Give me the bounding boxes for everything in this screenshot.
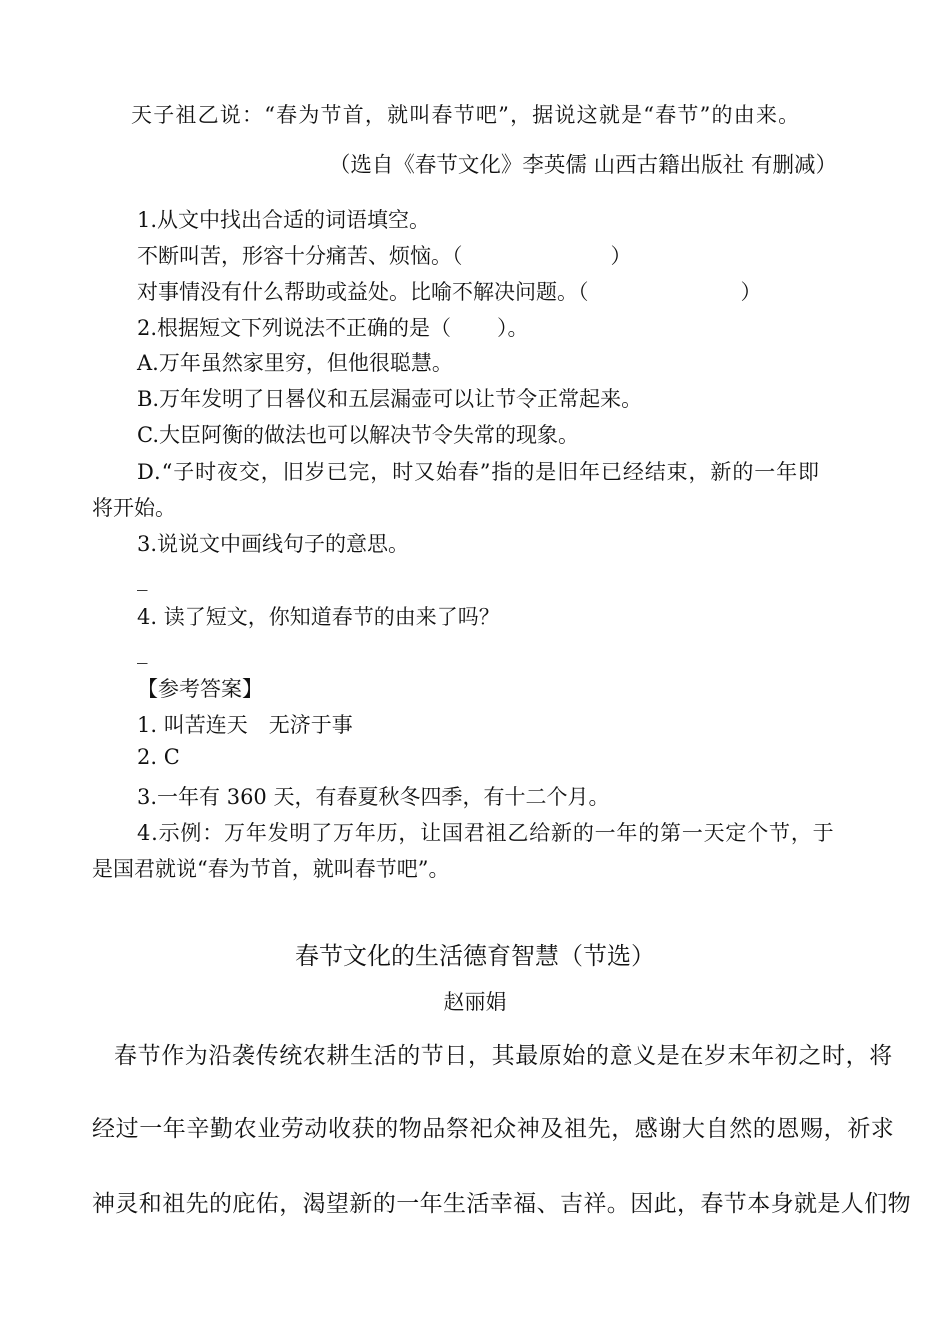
question-1-item-b-text: 对事情没有什么帮助或益处。比喻不解决问题。（ bbox=[137, 280, 589, 304]
question-3-answer-line[interactable]: _ bbox=[137, 567, 148, 591]
article-author: 赵丽娟 bbox=[443, 990, 507, 1014]
question-4-answer-line[interactable]: _ bbox=[137, 640, 148, 664]
question-2-option-d: D.“子时夜交，旧岁已完，时又始春”指的是旧年已经结束，新的一年即 bbox=[137, 460, 820, 484]
question-2-option-d-continued: 将开始。 bbox=[92, 496, 176, 520]
passage-source: （选自《春节文化》李英儒 山西古籍出版社 有删减） bbox=[328, 153, 837, 178]
question-1-item-a-text: 不断叫苦，形容十分痛苦、烦恼。（ bbox=[137, 244, 463, 268]
question-2-option-b: B.万年发明了日晷仪和五层漏壶可以让节令正常起来。 bbox=[137, 387, 643, 411]
question-1-item-a bbox=[137, 240, 632, 270]
article-paragraph-line-1: 春节作为沿袭传统农耕生活的节日，其最原始的意义是在岁末年初之时，将 bbox=[114, 1043, 893, 1069]
article-paragraph-line-2: 经过一年辛勤农业劳动收获的物品祭祀众神及祖先，感谢大自然的恩赐，祈求 bbox=[92, 1116, 895, 1142]
passage-closing-line: 天子祖乙说：“春为节首，就叫春节吧”，据说这就是“春节”的由来。 bbox=[131, 103, 801, 127]
answer-1: 1. 叫苦连天 无济于事 bbox=[137, 713, 353, 737]
question-1-item-b-close: ） bbox=[740, 280, 762, 304]
question-2-prompt-start: 2.根据短文下列说法不正确的是（ bbox=[137, 316, 452, 340]
article-title: 春节文化的生活德育智慧（节选） bbox=[295, 942, 655, 970]
question-1-item-b bbox=[137, 276, 762, 306]
question-2-option-a: A.万年虽然家里穷，但他很聪慧。 bbox=[137, 351, 453, 375]
question-4-prompt: 4. 读了短文，你知道春节的由来了吗？ bbox=[137, 605, 500, 629]
article-paragraph-line-3: 神灵和祖先的庇佑，渴望新的一年生活幸福、吉祥。因此，春节本身就是人们物 bbox=[92, 1191, 911, 1217]
answer-3: 3.一年有 360 天，有春夏秋冬四季，有十二个月。 bbox=[137, 785, 610, 809]
question-2-prompt bbox=[137, 312, 529, 342]
question-3-prompt: 3.说说文中画线句子的意思。 bbox=[137, 532, 410, 556]
question-1-item-a-close: ） bbox=[610, 244, 632, 268]
question-2-prompt-end: ）。 bbox=[497, 316, 529, 340]
answer-key-heading: 【参考答案】 bbox=[137, 677, 263, 701]
question-2-option-c: C.大臣阿衡的做法也可以解决节令失常的现象。 bbox=[137, 423, 579, 447]
answer-4: 4.示例：万年发明了万年历，让国君祖乙给新的一年的第一天定个节，于 bbox=[137, 821, 835, 845]
answer-2: 2. C bbox=[137, 745, 180, 769]
question-1-prompt: 1.从文中找出合适的词语填空。 bbox=[137, 208, 431, 232]
answer-4-continued: 是国君就说“春为节首，就叫春节吧”。 bbox=[92, 857, 450, 881]
